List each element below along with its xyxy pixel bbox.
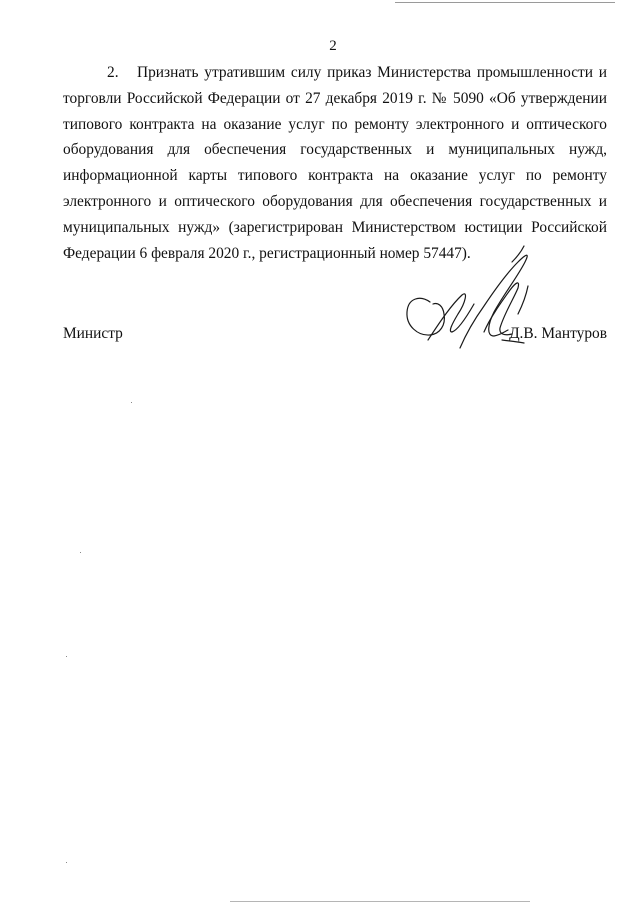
paragraph-text: Признать утратившим силу приказ Министерства промышленности и торговли Российской Федерации от 27 декабря 2019 г. № 5090 «Об утверждении типового контракта на оказание услуг по ремонту электронного и оптического оборудования для обеспечения государственных и муниципальных нужд, информационной карты типового контракта на оказание услуг по ремонту электронного и оптического оборудования для обеспечения государственных и муниципальных нужд» (зарегистрирован Министерством юстиции Российской Федерации 6 февраля 2020 г., регистрационный номер 57447). [63, 64, 607, 262]
scan-speck [131, 402, 132, 403]
scan-speck [80, 552, 81, 553]
scan-edge-line [230, 901, 530, 902]
scan-edge-line [395, 2, 615, 3]
scan-speck [66, 656, 67, 657]
signer-name: Д.В. Мантуров [509, 325, 607, 342]
page-number: 2 [329, 38, 337, 54]
signature-stroke [407, 298, 444, 335]
signer-position: Министр [63, 325, 123, 342]
paragraph-item-2 [63, 60, 607, 266]
signature-stroke [512, 246, 524, 262]
signature-stroke [518, 286, 528, 314]
paragraph-number: 2. [107, 64, 119, 81]
scan-speck [66, 862, 67, 863]
